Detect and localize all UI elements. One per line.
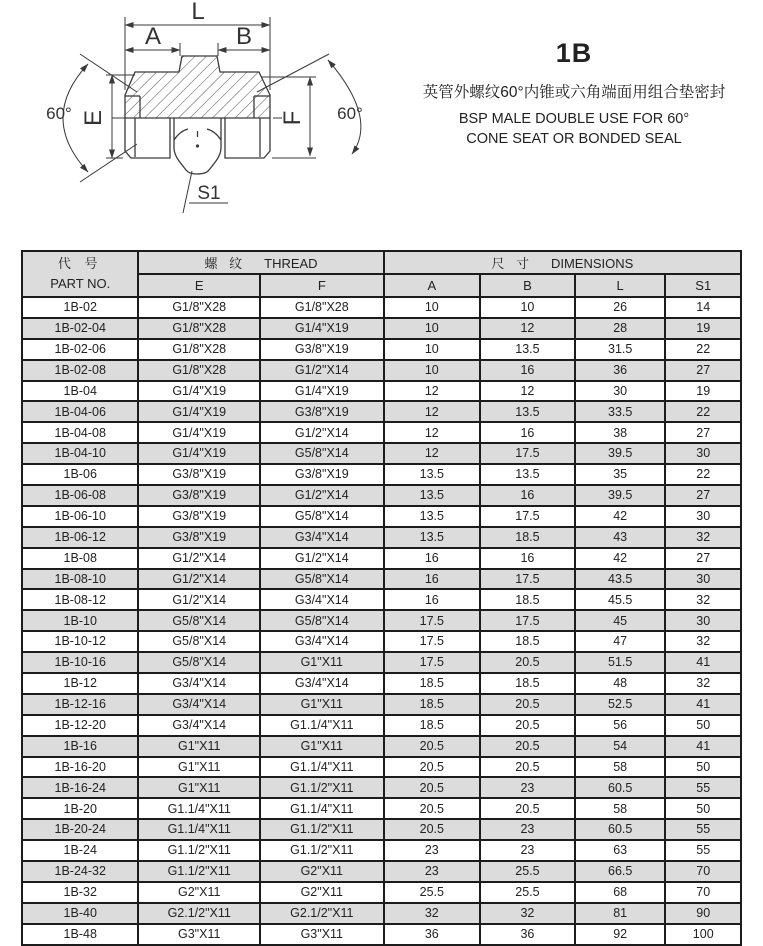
table-cell: 12 bbox=[480, 381, 575, 402]
cell-part-no: 1B-12-20 bbox=[22, 715, 138, 736]
table-cell: 16 bbox=[384, 569, 480, 590]
table-cell: 27 bbox=[665, 485, 741, 506]
table-cell: G1/4"X19 bbox=[260, 381, 384, 402]
cell-part-no: 1B-08 bbox=[22, 548, 138, 569]
table-cell: G3/8"X19 bbox=[138, 485, 260, 506]
table-cell: G2"X11 bbox=[260, 861, 384, 882]
table-cell: 32 bbox=[665, 527, 741, 548]
table-cell: 30 bbox=[575, 381, 666, 402]
table-cell: 20.5 bbox=[384, 798, 480, 819]
cell-part-no: 1B-06 bbox=[22, 464, 138, 485]
table-cell: 30 bbox=[665, 569, 741, 590]
table-cell: G1"X11 bbox=[138, 736, 260, 757]
table-cell: 100 bbox=[665, 924, 741, 945]
table-cell: 16 bbox=[480, 422, 575, 443]
table-cell: 20.5 bbox=[384, 757, 480, 778]
table-cell: 20.5 bbox=[480, 715, 575, 736]
table-cell: 56 bbox=[575, 715, 666, 736]
cell-part-no: 1B-12-16 bbox=[22, 694, 138, 715]
table-cell: 10 bbox=[384, 297, 480, 318]
table-cell: 38 bbox=[575, 422, 666, 443]
table-cell: G1/4"X19 bbox=[138, 401, 260, 422]
cell-part-no: 1B-08-12 bbox=[22, 589, 138, 610]
table-cell: G1/8"X28 bbox=[260, 297, 384, 318]
table-cell: G1/8"X28 bbox=[138, 297, 260, 318]
table-cell: 13.5 bbox=[480, 464, 575, 485]
table-cell: 35 bbox=[575, 464, 666, 485]
table-cell: G3/4"X14 bbox=[138, 673, 260, 694]
table-cell: G3/4"X14 bbox=[138, 694, 260, 715]
table-cell: 60.5 bbox=[575, 777, 666, 798]
table-cell: G1"X11 bbox=[138, 777, 260, 798]
table-row bbox=[22, 485, 741, 506]
table-cell: G2.1/2"X11 bbox=[138, 903, 260, 924]
table-cell: 20.5 bbox=[384, 819, 480, 840]
table-cell: G1/4"X19 bbox=[138, 422, 260, 443]
cell-part-no: 1B-06-10 bbox=[22, 506, 138, 527]
table-cell: G1/4"X19 bbox=[138, 443, 260, 464]
table-cell: 17.5 bbox=[480, 610, 575, 631]
table-cell: G3/4"X14 bbox=[260, 527, 384, 548]
header-thread-group bbox=[138, 251, 383, 274]
table-cell: 22 bbox=[665, 401, 741, 422]
table-cell: G1/2"X14 bbox=[260, 548, 384, 569]
table-cell: G2"X11 bbox=[260, 882, 384, 903]
table-cell: G3"X11 bbox=[260, 924, 384, 945]
cell-part-no: 1B-12 bbox=[22, 673, 138, 694]
header-col-l: L bbox=[575, 274, 666, 297]
header-col-f: F bbox=[260, 274, 384, 297]
table-cell: G1/4"X19 bbox=[260, 318, 384, 339]
table-row bbox=[22, 401, 741, 422]
table-cell: G5/8"X14 bbox=[138, 631, 260, 652]
table-cell: 42 bbox=[575, 548, 666, 569]
table-cell: 70 bbox=[665, 882, 741, 903]
table-cell: G5/8"X14 bbox=[260, 506, 384, 527]
table-cell: 54 bbox=[575, 736, 666, 757]
table-cell: 31.5 bbox=[575, 339, 666, 360]
table-cell: 13.5 bbox=[480, 401, 575, 422]
cell-part-no: 1B-10-16 bbox=[22, 652, 138, 673]
table-cell: 16 bbox=[384, 548, 480, 569]
angle-label-right: 60° bbox=[337, 104, 363, 123]
table-cell: 13.5 bbox=[384, 485, 480, 506]
table-cell: 50 bbox=[665, 757, 741, 778]
table-cell: 27 bbox=[665, 548, 741, 569]
cell-part-no: 1B-40 bbox=[22, 903, 138, 924]
table-cell: 12 bbox=[384, 443, 480, 464]
table-cell: 20.5 bbox=[480, 652, 575, 673]
cell-part-no: 1B-06-12 bbox=[22, 527, 138, 548]
table-cell: 17.5 bbox=[384, 652, 480, 673]
table-row bbox=[22, 673, 741, 694]
table-cell: 12 bbox=[384, 401, 480, 422]
header-thread-cn: 螺 纹 bbox=[204, 256, 247, 271]
table-cell: G1/8"X28 bbox=[138, 318, 260, 339]
dim-label-f: F bbox=[279, 110, 306, 126]
table-row bbox=[22, 652, 741, 673]
table-cell: 22 bbox=[665, 339, 741, 360]
table-cell: 47 bbox=[575, 631, 666, 652]
table-cell: 17.5 bbox=[480, 443, 575, 464]
cell-part-no: 1B-20-24 bbox=[22, 819, 138, 840]
table-cell: G1.1/4"X11 bbox=[138, 798, 260, 819]
table-cell: G1.1/2"X11 bbox=[260, 777, 384, 798]
table-cell: 10 bbox=[480, 297, 575, 318]
header-dimensions-group bbox=[384, 251, 741, 274]
table-cell: G3/8"X19 bbox=[138, 527, 260, 548]
table-row bbox=[22, 903, 741, 924]
table-cell: 32 bbox=[665, 673, 741, 694]
table-cell: 13.5 bbox=[384, 506, 480, 527]
table-row bbox=[22, 610, 741, 631]
table-row bbox=[22, 318, 741, 339]
table-cell: G3/4"X14 bbox=[260, 631, 384, 652]
table-cell: 42 bbox=[575, 506, 666, 527]
table-row bbox=[22, 422, 741, 443]
table-cell: 90 bbox=[665, 903, 741, 924]
table-cell: 48 bbox=[575, 673, 666, 694]
subtitle-english-line2: CONE SEAT OR BONDED SEAL bbox=[466, 131, 682, 148]
table-row bbox=[22, 569, 741, 590]
table-cell: 32 bbox=[480, 903, 575, 924]
table-cell: G3/8"X19 bbox=[138, 506, 260, 527]
table-cell: G1/2"X14 bbox=[138, 548, 260, 569]
table-row bbox=[22, 777, 741, 798]
table-cell: G3/4"X14 bbox=[260, 589, 384, 610]
table-cell: 18.5 bbox=[480, 527, 575, 548]
table-cell: 12 bbox=[384, 381, 480, 402]
subtitle-english-line1: BSP MALE DOUBLE USE FOR 60° bbox=[458, 111, 690, 127]
table-cell: 23 bbox=[384, 840, 480, 861]
table-cell: G1/2"X14 bbox=[260, 360, 384, 381]
table-cell: G1/2"X14 bbox=[138, 589, 260, 610]
table-cell: G1.1/4"X11 bbox=[260, 798, 384, 819]
header-part-no-en: PART NO. bbox=[50, 276, 111, 291]
table-cell: 36 bbox=[480, 924, 575, 945]
table-cell: 16 bbox=[480, 360, 575, 381]
table-cell: 10 bbox=[384, 339, 480, 360]
table-cell: 32 bbox=[665, 631, 741, 652]
table-cell: 32 bbox=[384, 903, 480, 924]
table-cell: 23 bbox=[480, 840, 575, 861]
table-cell: 10 bbox=[384, 318, 480, 339]
table-cell: G1.1/4"X11 bbox=[138, 819, 260, 840]
table-row bbox=[22, 924, 741, 945]
table-cell: 63 bbox=[575, 840, 666, 861]
table-cell: 18.5 bbox=[384, 715, 480, 736]
table-row bbox=[22, 715, 741, 736]
table-cell: 18.5 bbox=[384, 694, 480, 715]
table-cell: 19 bbox=[665, 381, 741, 402]
table-cell: 36 bbox=[575, 360, 666, 381]
table-cell: 55 bbox=[665, 819, 741, 840]
table-cell: 13.5 bbox=[480, 339, 575, 360]
table-row bbox=[22, 736, 741, 757]
table-cell: G1/8"X28 bbox=[138, 360, 260, 381]
table-cell: 36 bbox=[384, 924, 480, 945]
spec-table bbox=[21, 250, 742, 946]
table-cell: 50 bbox=[665, 798, 741, 819]
table-row bbox=[22, 840, 741, 861]
table-cell: G5/8"X14 bbox=[138, 652, 260, 673]
table-cell: 45 bbox=[575, 610, 666, 631]
table-cell: G2"X11 bbox=[138, 882, 260, 903]
table-cell: 18.5 bbox=[480, 673, 575, 694]
table-cell: 41 bbox=[665, 694, 741, 715]
table-cell: 20.5 bbox=[384, 736, 480, 757]
table-row bbox=[22, 631, 741, 652]
table-cell: 43 bbox=[575, 527, 666, 548]
header-dimensions-cn: 尺 寸 bbox=[491, 256, 533, 271]
table-cell: G3/8"X19 bbox=[260, 464, 384, 485]
table-cell: 68 bbox=[575, 882, 666, 903]
table-cell: G3"X11 bbox=[138, 924, 260, 945]
table-row bbox=[22, 882, 741, 903]
table-cell: 18.5 bbox=[384, 673, 480, 694]
cell-part-no: 1B-20 bbox=[22, 798, 138, 819]
table-cell: 50 bbox=[665, 715, 741, 736]
header-col-s1: S1 bbox=[665, 274, 741, 297]
table-cell: 28 bbox=[575, 318, 666, 339]
table-cell: 55 bbox=[665, 840, 741, 861]
table-cell: 20.5 bbox=[384, 777, 480, 798]
table-cell: 26 bbox=[575, 297, 666, 318]
header-thread-en: THREAD bbox=[264, 256, 318, 271]
table-cell: 16 bbox=[480, 485, 575, 506]
table-cell: G1.1/2"X11 bbox=[138, 840, 260, 861]
table-row bbox=[22, 798, 741, 819]
cell-part-no: 1B-02 bbox=[22, 297, 138, 318]
table-cell: G1/4"X19 bbox=[138, 381, 260, 402]
table-cell: 17.5 bbox=[384, 610, 480, 631]
table-cell: 45.5 bbox=[575, 589, 666, 610]
table-cell: 25.5 bbox=[480, 882, 575, 903]
cell-part-no: 1B-04-08 bbox=[22, 422, 138, 443]
table-row bbox=[22, 381, 741, 402]
table-cell: G5/8"X14 bbox=[260, 610, 384, 631]
table-cell: 81 bbox=[575, 903, 666, 924]
table-cell: 23 bbox=[480, 819, 575, 840]
table-cell: 39.5 bbox=[575, 443, 666, 464]
table-row bbox=[22, 757, 741, 778]
header-col-e: E bbox=[138, 274, 260, 297]
header-col-b: B bbox=[480, 274, 575, 297]
cell-part-no: 1B-10-12 bbox=[22, 631, 138, 652]
table-cell: 30 bbox=[665, 443, 741, 464]
table-cell: 27 bbox=[665, 360, 741, 381]
table-cell: G1.1/4"X11 bbox=[260, 715, 384, 736]
model-number: 1B bbox=[555, 38, 593, 68]
table-cell: 39.5 bbox=[575, 485, 666, 506]
cell-part-no: 1B-24 bbox=[22, 840, 138, 861]
dim-label-l: L bbox=[191, 0, 205, 25]
header-part-no bbox=[22, 251, 138, 297]
table-cell: G3/8"X19 bbox=[260, 339, 384, 360]
table-cell: 10 bbox=[384, 360, 480, 381]
table-row bbox=[22, 819, 741, 840]
table-cell: G1.1/2"X11 bbox=[260, 819, 384, 840]
table-cell: 12 bbox=[384, 422, 480, 443]
table-cell: 20.5 bbox=[480, 757, 575, 778]
table-cell: 27 bbox=[665, 422, 741, 443]
table-cell: G1"X11 bbox=[138, 757, 260, 778]
cell-part-no: 1B-06-08 bbox=[22, 485, 138, 506]
table-cell: 19 bbox=[665, 318, 741, 339]
table-cell: 13.5 bbox=[384, 464, 480, 485]
table-cell: G5/8"X14 bbox=[260, 569, 384, 590]
table-cell: 14 bbox=[665, 297, 741, 318]
table-row bbox=[22, 694, 741, 715]
cell-part-no: 1B-08-10 bbox=[22, 569, 138, 590]
table-cell: 33.5 bbox=[575, 401, 666, 422]
table-cell: G1/2"X14 bbox=[260, 422, 384, 443]
cell-part-no: 1B-04-06 bbox=[22, 401, 138, 422]
table-cell: 70 bbox=[665, 861, 741, 882]
cell-part-no: 1B-02-08 bbox=[22, 360, 138, 381]
header-part-no-cn: 代 号 bbox=[57, 255, 103, 271]
table-cell: 22 bbox=[665, 464, 741, 485]
table-cell: 25.5 bbox=[480, 861, 575, 882]
cell-part-no: 1B-16-20 bbox=[22, 757, 138, 778]
table-cell: 13.5 bbox=[384, 527, 480, 548]
table-cell: G1.1/2"X11 bbox=[260, 840, 384, 861]
cell-part-no: 1B-02-04 bbox=[22, 318, 138, 339]
cell-part-no: 1B-10 bbox=[22, 610, 138, 631]
table-cell: 66.5 bbox=[575, 861, 666, 882]
table-cell: G5/8"X14 bbox=[138, 610, 260, 631]
table-cell: G3/8"X19 bbox=[260, 401, 384, 422]
table-header bbox=[22, 251, 741, 297]
table-cell: G1.1/4"X11 bbox=[260, 757, 384, 778]
table-cell: G1/8"X28 bbox=[138, 339, 260, 360]
table-cell: 20.5 bbox=[480, 798, 575, 819]
table-cell: 58 bbox=[575, 798, 666, 819]
table-cell: G3/4"X14 bbox=[138, 715, 260, 736]
table-cell: G1"X11 bbox=[260, 736, 384, 757]
table-cell: G2.1/2"X11 bbox=[260, 903, 384, 924]
table-cell: 18.5 bbox=[480, 631, 575, 652]
cell-part-no: 1B-16 bbox=[22, 736, 138, 757]
table-cell: 12 bbox=[480, 318, 575, 339]
cell-part-no: 1B-02-06 bbox=[22, 339, 138, 360]
dim-label-s1: S1 bbox=[197, 183, 221, 204]
cell-part-no: 1B-04-10 bbox=[22, 443, 138, 464]
table-cell: 17.5 bbox=[480, 506, 575, 527]
table-cell: G1/2"X14 bbox=[260, 485, 384, 506]
table-cell: 16 bbox=[480, 548, 575, 569]
table-cell: 92 bbox=[575, 924, 666, 945]
table-cell: 60.5 bbox=[575, 819, 666, 840]
table-cell: 32 bbox=[665, 589, 741, 610]
table-row bbox=[22, 548, 741, 569]
subtitle-chinese: 英管外螺纹60°内锥或六角端面用组合垫密封 bbox=[422, 84, 726, 101]
cell-part-no: 1B-04 bbox=[22, 381, 138, 402]
table-cell: G1"X11 bbox=[260, 694, 384, 715]
table-cell: 20.5 bbox=[480, 736, 575, 757]
table-row bbox=[22, 527, 741, 548]
dim-label-e: E bbox=[80, 109, 107, 127]
table-row bbox=[22, 464, 741, 485]
table-cell: 41 bbox=[665, 736, 741, 757]
table-cell: G3/8"X19 bbox=[138, 464, 260, 485]
table-cell: 55 bbox=[665, 777, 741, 798]
table-cell: 23 bbox=[480, 777, 575, 798]
table-cell: 30 bbox=[665, 506, 741, 527]
table-row bbox=[22, 297, 741, 318]
table-cell: G1/2"X14 bbox=[138, 569, 260, 590]
cell-part-no: 1B-16-24 bbox=[22, 777, 138, 798]
table-row bbox=[22, 506, 741, 527]
fitting-body bbox=[112, 56, 282, 174]
table-cell: G1"X11 bbox=[260, 652, 384, 673]
table-row bbox=[22, 589, 741, 610]
table-cell: 17.5 bbox=[480, 569, 575, 590]
table-cell: 51.5 bbox=[575, 652, 666, 673]
table-cell: G3/4"X14 bbox=[260, 673, 384, 694]
table-cell: 20.5 bbox=[480, 694, 575, 715]
header-dimensions-en: DIMENSIONS bbox=[550, 256, 634, 271]
table-cell: G1.1/2"X11 bbox=[138, 861, 260, 882]
dim-label-a: A bbox=[144, 23, 162, 50]
dim-label-b: B bbox=[235, 23, 253, 50]
table-cell: 17.5 bbox=[384, 631, 480, 652]
table-cell: 16 bbox=[384, 589, 480, 610]
table-cell: 25.5 bbox=[384, 882, 480, 903]
table-row bbox=[22, 339, 741, 360]
cell-part-no: 1B-48 bbox=[22, 924, 138, 945]
table-row bbox=[22, 861, 741, 882]
subtitle-english bbox=[398, 109, 750, 150]
table-cell: 23 bbox=[384, 861, 480, 882]
title-block bbox=[398, 38, 750, 150]
table-cell: 52.5 bbox=[575, 694, 666, 715]
table-cell: 43.5 bbox=[575, 569, 666, 590]
table-row bbox=[22, 443, 741, 464]
table-cell: G5/8"X14 bbox=[260, 443, 384, 464]
cell-part-no: 1B-24-32 bbox=[22, 861, 138, 882]
table-cell: 41 bbox=[665, 652, 741, 673]
table-row bbox=[22, 360, 741, 381]
table-cell: 58 bbox=[575, 757, 666, 778]
header-col-a: A bbox=[384, 274, 480, 297]
table-cell: 30 bbox=[665, 610, 741, 631]
cell-part-no: 1B-32 bbox=[22, 882, 138, 903]
angle-label-left: 60° bbox=[46, 104, 72, 123]
technical-drawing bbox=[2, 0, 392, 232]
table-body bbox=[22, 297, 741, 945]
table-cell: 18.5 bbox=[480, 589, 575, 610]
